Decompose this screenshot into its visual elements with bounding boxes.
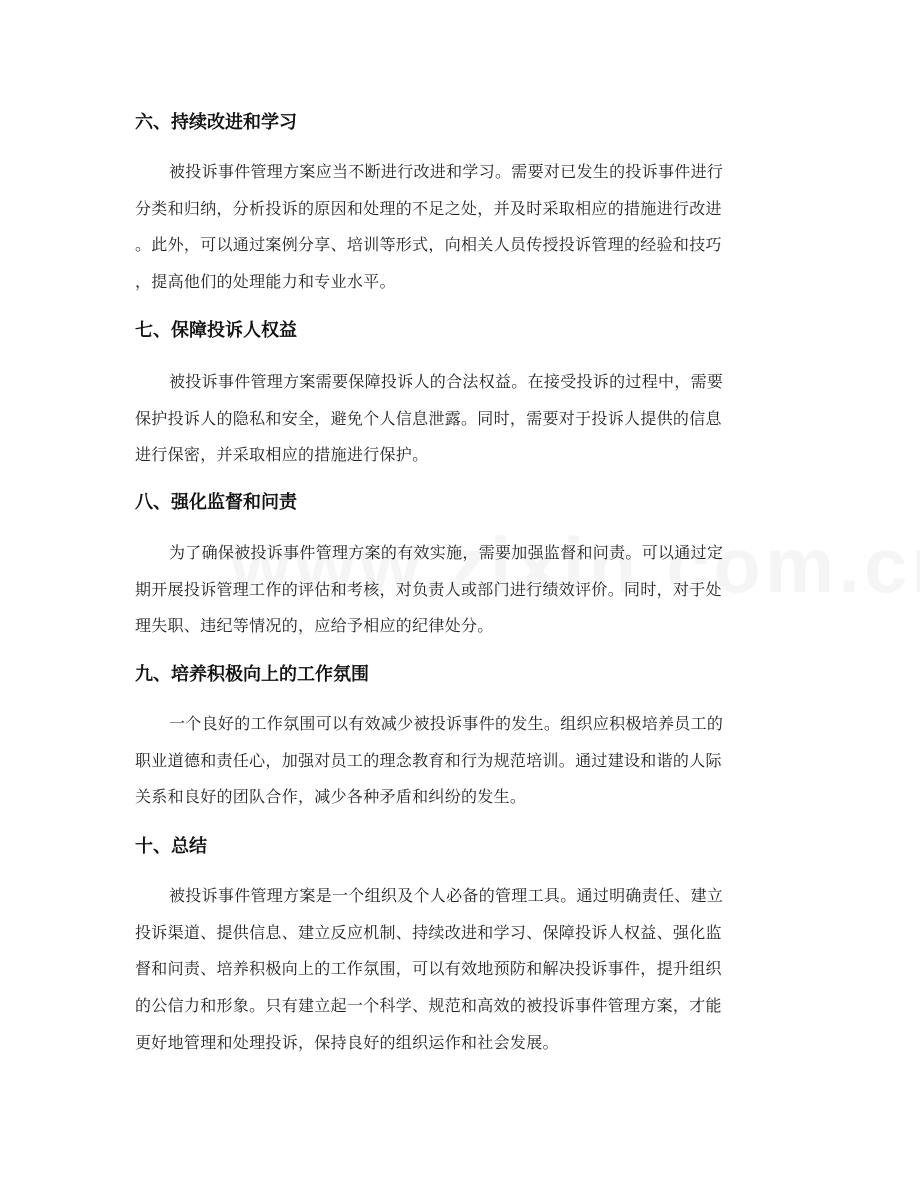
section-heading: 六、持续改进和学习 — [135, 112, 297, 133]
section-paragraph — [135, 154, 785, 301]
paragraph-line: 保护投诉人的隐私和安全，避免个人信息泄露。同时，需要对于投诉人提供的信息 — [135, 408, 722, 428]
paragraph-line: 的公信力和形象。只有建立起一个科学、规范和高效的被投诉事件管理方案，才能 — [135, 996, 722, 1016]
paragraph-line: ，提高他们的处理能力和专业水平。 — [135, 272, 396, 292]
paragraph-line: 督和问责、培养积极向上的工作氛围，可以有效地预防和解决投诉事件，提升组织 — [135, 959, 722, 979]
section-heading: 九、培养积极向上的工作氛围 — [135, 664, 369, 685]
paragraph-line: 进行保密，并采取相应的措施进行保护。 — [135, 445, 429, 465]
paragraph-line: 被投诉事件管理方案需要保障投诉人的合法权益。在接受投诉的过程中，需要 — [169, 372, 724, 391]
section-paragraph — [135, 706, 785, 816]
paragraph-line: 分类和归纳，分析投诉的原因和处理的不足之处，并及时采取相应的措施进行改进 — [135, 198, 722, 218]
section-work-atmosphere — [135, 660, 785, 690]
section-supervision-accountability — [135, 488, 785, 518]
section-paragraph — [135, 878, 785, 1061]
section-summary — [135, 832, 785, 862]
section-heading: 八、强化监督和问责 — [135, 492, 297, 513]
section-heading: 十、总结 — [135, 836, 207, 857]
paragraph-line: 。此外，可以通过案例分享、培训等形式，向相关人员传授投诉管理的经验和技巧 — [135, 235, 722, 255]
paragraph-line: 更好地管理和处理投诉，保持良好的组织运作和社会发展。 — [135, 1032, 559, 1052]
section-heading: 七、保障投诉人权益 — [135, 320, 297, 341]
paragraph-line: 理失职、违纪等情况的，应给予相应的纪律处分。 — [135, 616, 494, 636]
section-paragraph — [135, 364, 785, 474]
paragraph-line: 投诉渠道、提供信息、建立反应机制、持续改进和学习、保障投诉人权益、强化监 — [135, 922, 722, 942]
paragraph-line: 期开展投诉管理工作的评估和考核，对负责人或部门进行绩效评价。同时，对于处 — [135, 579, 722, 599]
section-complainant-rights — [135, 316, 785, 346]
paragraph-line: 为了确保被投诉事件管理方案的有效实施，需要加强监督和问责。可以通过定 — [169, 543, 724, 562]
paragraph-line: 被投诉事件管理方案是一个组织及个人必备的管理工具。通过明确责任、建立 — [169, 886, 724, 905]
section-continuous-improvement — [135, 108, 785, 138]
paragraph-line: 关系和良好的团队合作，减少各种矛盾和纠纷的发生。 — [135, 787, 527, 807]
section-paragraph — [135, 535, 785, 645]
paragraph-line: 职业道德和责任心，加强对员工的理念教育和行为规范培训。通过建设和谐的人际 — [135, 750, 722, 770]
paragraph-line: 一个良好的工作氛围可以有效减少被投诉事件的发生。组织应积极培养员工的 — [169, 714, 724, 733]
paragraph-line: 被投诉事件管理方案应当不断进行改进和学习。需要对已发生的投诉事件进行 — [169, 162, 724, 181]
